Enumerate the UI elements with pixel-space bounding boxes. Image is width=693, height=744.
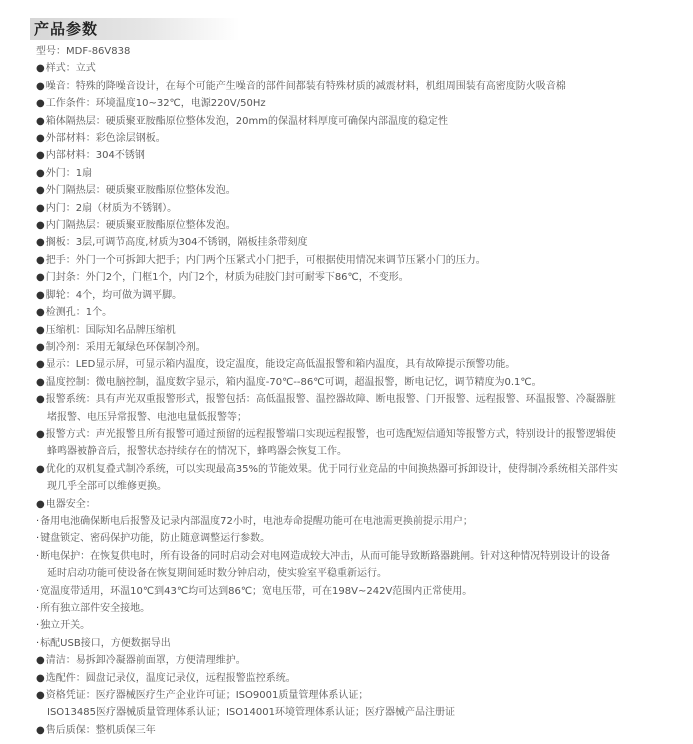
bullet-point-icon: · <box>36 603 40 614</box>
spec-item-text: 噪音：特殊的降噪音设计，在每个可能产生噪音的部件间都装有特殊材质的减震材料，机组周围装有高密度防火吸音棉 <box>45 80 566 92</box>
bullet-dot-icon: ● <box>36 307 45 319</box>
spec-item <box>36 217 676 234</box>
model-line: 型号：MDF-86V838 <box>36 46 131 57</box>
spec-item <box>36 687 676 704</box>
spec-item <box>36 182 676 199</box>
spec-item <box>36 391 676 408</box>
spec-item-text: 内门：2扇（材质为不锈钢）。 <box>45 202 178 214</box>
bullet-point-icon: · <box>36 550 40 562</box>
bullet-point-icon: · <box>36 515 40 527</box>
bullet-dot-icon: ● <box>36 463 45 475</box>
spec-item-continuation: 堵报警、电压异常报警、电池电量低报警等； <box>47 411 247 423</box>
spec-item <box>36 78 676 95</box>
spec-item-text: 断电保护：在恢复供电时，所有设备的同时启动会对电网造成较大冲击，从而可能导致断路器跳闸。针对这种情况特别设计的设备 <box>40 550 611 562</box>
bullet-dot-icon: ● <box>36 254 45 266</box>
spec-item <box>36 374 676 391</box>
spec-item <box>36 513 676 530</box>
bullet-dot-icon: ● <box>36 672 45 684</box>
spec-item-text: 清洁：易拆卸冷凝器前面罩，方便清理维护。 <box>45 655 246 667</box>
bullet-dot-icon: ● <box>36 690 45 702</box>
spec-item-continuation: 现几乎全部可以维修更换。 <box>47 481 167 493</box>
spec-item <box>36 60 676 77</box>
spec-item <box>36 200 676 217</box>
spec-item <box>36 287 676 304</box>
bullet-dot-icon: ● <box>36 133 45 145</box>
bullet-dot-icon: ● <box>36 63 45 75</box>
bullet-point-icon: · <box>36 533 40 545</box>
bullet-dot-icon: ● <box>36 167 45 179</box>
bullet-dot-icon: ● <box>36 237 45 249</box>
spec-item-text: 外门：1扇 <box>45 167 93 179</box>
spec-item-text: 压缩机：国际知名品牌压缩机 <box>45 324 176 336</box>
bullet-dot-icon: ● <box>36 324 45 336</box>
section-title: 产品参数 <box>34 20 99 38</box>
spec-item-text: 资格凭证：医疗器械医疗生产企业许可证；ISO9001质量管理体系认证； <box>45 690 369 702</box>
bullet-dot-icon: ● <box>36 80 45 92</box>
spec-item <box>36 130 676 147</box>
spec-item-continuation: ISO13485医疗器械质量管理体系认证；ISO14001环境管理体系认证；医疗器械产品注册证 <box>47 707 455 719</box>
spec-item <box>36 304 676 321</box>
spec-item-text: 箱体隔热层：硬质聚亚胺酯原位整体发泡，20mm的保温材料厚度可确保内部温度的稳定性 <box>45 115 448 127</box>
bullet-point-icon: · <box>36 620 40 632</box>
spec-item <box>36 95 676 112</box>
bullet-dot-icon: ● <box>36 98 45 110</box>
spec-item-text: 选配件：圆盘记录仪，温度记录仪，远程报警监控系统。 <box>45 672 296 684</box>
bullet-dot-icon: ● <box>36 115 45 127</box>
spec-item-text: 宽温度带适用，环温10℃到43℃均可达到86℃；宽电压带，可在198V~242V范围内正常使用。 <box>40 585 473 597</box>
bullet-dot-icon: ● <box>36 289 45 301</box>
spec-item <box>36 461 676 478</box>
bullet-dot-icon: ● <box>36 185 45 197</box>
spec-item <box>36 530 676 547</box>
spec-item-text: 售后质保：整机质保三年 <box>45 724 156 736</box>
spec-item <box>36 269 676 286</box>
spec-item-text: 键盘锁定、密码保护功能，防止随意调整运行参数。 <box>40 533 271 545</box>
spec-item-text: 外门隔热层：硬质聚亚胺酯原位整体发泡。 <box>45 185 236 197</box>
spec-item <box>36 339 676 356</box>
spec-item <box>36 617 676 634</box>
spec-item-continuation: 蜂鸣器被静音后，报警状态持续存在的情况下，蜂鸣器会恢复工作。 <box>47 446 347 458</box>
spec-item <box>36 583 676 600</box>
spec-item <box>36 722 676 739</box>
bullet-point-icon: · <box>36 585 40 597</box>
spec-item-text: 样式：立式 <box>45 63 96 75</box>
spec-item <box>36 670 676 687</box>
bullet-dot-icon: ● <box>36 150 45 162</box>
spec-item-text: 电器安全： <box>45 498 96 510</box>
bullet-dot-icon: ● <box>36 220 45 232</box>
spec-item-text: 标配USB接口，方便数据导出 <box>40 637 171 649</box>
bullet-dot-icon: ● <box>36 498 45 510</box>
spec-item-text: 所有独立部件安全接地。 <box>40 603 151 614</box>
spec-item <box>36 496 676 513</box>
bullet-dot-icon: ● <box>36 428 45 440</box>
spec-item <box>36 147 676 164</box>
spec-item <box>36 322 676 339</box>
spec-item-text: 优化的双机复叠式制冷系统，可以实现最高35%的节能效果。优于同行业竞品的中间换热器可拆卸设计，使得制冷系统相关部件实 <box>45 463 618 475</box>
spec-item <box>36 652 676 669</box>
spec-item-text: 报警系统：具有声光双重报警形式，报警包括：高低温报警、温控器故障、断电报警、门开报警、远程报警、环温报警、冷凝器脏 <box>45 394 616 406</box>
spec-item <box>36 635 676 652</box>
spec-item-text: 报警方式：声光报警且所有报警可通过预留的远程报警端口实现远程报警，也可选配短信通知等报警方式，特别设计的报警逻辑使 <box>45 428 616 440</box>
bullet-dot-icon: ● <box>36 376 45 388</box>
bullet-dot-icon: ● <box>36 341 45 353</box>
bullet-dot-icon: ● <box>36 202 45 214</box>
spec-item-text: 独立开关。 <box>40 620 91 632</box>
spec-item <box>36 234 676 251</box>
spec-item-text: 制冷剂：采用无氟绿色环保制冷剂。 <box>45 341 206 353</box>
spec-item-text: 搁板：3层,可调节高度,材质为304不锈钢，隔板挂条带刻度 <box>45 237 308 249</box>
spec-item <box>36 356 676 373</box>
spec-item-text: 把手：外门一个可拆卸大把手；内门两个压紧式小门把手，可根据使用情况来调节压紧小门的压力。 <box>45 254 486 266</box>
spec-item-text: 内门隔热层：硬质聚亚胺酯原位整体发泡。 <box>45 220 236 232</box>
spec-item <box>36 252 676 269</box>
bullet-dot-icon: ● <box>36 724 45 736</box>
spec-item <box>36 548 676 565</box>
spec-item <box>36 426 676 443</box>
spec-item-text: 温度控制：微电脑控制，温度数字显示，箱内温度-70℃--86℃可调，超温报警，断电记忆，调节精度为0.1℃。 <box>45 376 542 388</box>
bullet-dot-icon: ● <box>36 272 45 284</box>
spec-item <box>36 600 676 617</box>
spec-item-text: 门封条：外门2个，门框1个，内门2个，材质为硅胶门封可耐零下86℃，不变形。 <box>45 272 409 284</box>
bullet-dot-icon: ● <box>36 655 45 667</box>
spec-item <box>36 113 676 130</box>
spec-item-text: 备用电池确保断电后报警及记录内部温度72小时，电池寿命提醒功能可在电池需更换前提示用户； <box>40 515 473 527</box>
spec-item <box>36 165 676 182</box>
bullet-dot-icon: ● <box>36 394 45 406</box>
spec-item-text: 显示：LED显示屏，可显示箱内温度，设定温度，能设定高低温报警和箱内温度，具有故障提示预警功能。 <box>45 359 516 371</box>
spec-list <box>36 43 676 739</box>
spec-item-text: 脚轮：4个，均可做为调平脚。 <box>45 289 183 301</box>
spec-item-text: 内部材料：304不锈钢 <box>45 150 145 162</box>
bullet-point-icon: · <box>36 637 40 649</box>
spec-item-text: 外部材料：彩色涂层钢板。 <box>45 133 166 145</box>
spec-item-text: 工作条件：环境温度10~32℃，电源220V/50Hz <box>45 98 266 110</box>
spec-item-text: 检测孔：1个。 <box>45 307 113 319</box>
spec-item-continuation: 延时启动功能可使设备在恢复期间延时数分钟启动，使实验室平稳重新运行。 <box>47 568 387 580</box>
bullet-dot-icon: ● <box>36 359 45 371</box>
